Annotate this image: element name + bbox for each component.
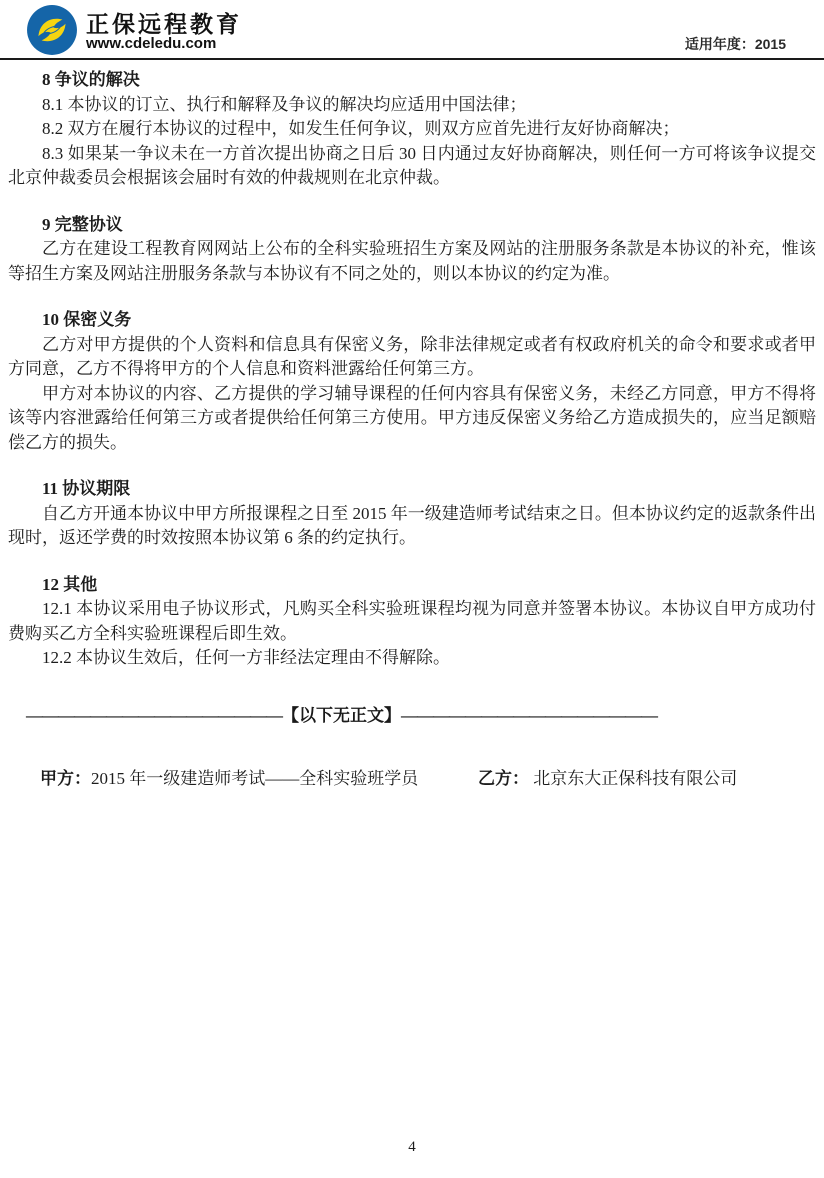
- party-b: [478, 764, 737, 789]
- party-a-value: 2015 年一级建造师考试——全科实验班学员: [91, 768, 419, 788]
- clause-8-3: 8.3 如果某一争议未在一方首次提出协商之日后 30 日内通过友好协商解决，则任何一方可将该争议提交北京仲裁委员会根据该会届时有效的仲裁规则在北京仲裁。: [8, 143, 816, 187]
- party-a-label: 甲方：: [40, 768, 91, 788]
- brand-text: [86, 8, 242, 52]
- brand-name: 正保远程教育: [86, 11, 242, 38]
- party-b-label: 乙方：: [478, 768, 529, 788]
- clause-12-2: 12.2 本协议生效后，任何一方非经法定理由不得解除。: [42, 648, 450, 667]
- clause-8-2: 8.2 双方在履行本协议的过程中，如发生任何争议，则双方应首先进行友好协商解决；: [42, 119, 680, 138]
- brand-block: [26, 4, 242, 56]
- section-12-heading: 12 其他: [42, 574, 98, 594]
- clause-8-1: 8.1 本协议的订立、执行和解释及争议的解决均应适用中国法律；: [42, 94, 527, 114]
- section-10-heading: 10 保密义务: [42, 310, 132, 329]
- clause-10-2: 甲方对本协议的内容、乙方提供的学习辅导课程的任何内容具有保密义务，未经乙方同意，甲方不得将该等内容泄露给任何第三方或者提供给任何第三方使用。甲方违反保密义务给乙方造成损失的，应当足额赔偿乙方的损失。: [8, 383, 816, 452]
- divider-right-dashes: ————————————————: [401, 705, 657, 725]
- clause-10-1: 乙方对甲方提供的个人资料和信息具有保密义务，除非法律规定或者有权政府机关的命令和要求或者甲方同意，乙方不得将甲方的个人信息和资料泄露给任何第三方。: [8, 334, 816, 378]
- end-of-text-label: 【以下无正文】: [282, 705, 401, 725]
- clause-9-body: 乙方在建设工程教育网网站上公布的全科实验班招生方案及网站的注册服务条款是本协议的补充，惟该等招生方案及网站注册服务条款与本协议有不同之处的，则以本协议的约定为准。: [8, 239, 816, 283]
- section-9-heading: 9 完整协议: [42, 214, 123, 234]
- signature-row: [0, 764, 824, 789]
- party-a: [40, 764, 478, 789]
- brand-logo-icon: [26, 4, 78, 56]
- page-header: [0, 0, 824, 60]
- divider-left-dashes: ————————————————: [26, 705, 282, 725]
- applicable-year-label: 适用年度：2015: [684, 36, 786, 52]
- document-body: [0, 60, 824, 671]
- clause-12-1: 12.1 本协议采用电子协议形式，凡购买全科实验班课程均视为同意并签署本协议。本协议自甲方成功付费购买乙方全科实验班课程后即生效。: [8, 599, 816, 643]
- brand-url: www.cdeledu.com: [86, 35, 217, 53]
- section-8-heading: 8 争议的解决: [42, 70, 140, 89]
- section-11-heading: 11 协议期限: [42, 479, 131, 498]
- page-number: 4: [408, 1139, 416, 1155]
- clause-11-body: 自乙方开通本协议中甲方所报课程之日至 2015 年一级建造师考试结束之日。但本协议约定的返款条件出现时，返还学费的时效按照本协议第 6 条的约定执行。: [8, 503, 816, 547]
- end-of-text-divider: [0, 701, 824, 726]
- party-b-value: 北京东大正保科技有限公司: [529, 768, 738, 788]
